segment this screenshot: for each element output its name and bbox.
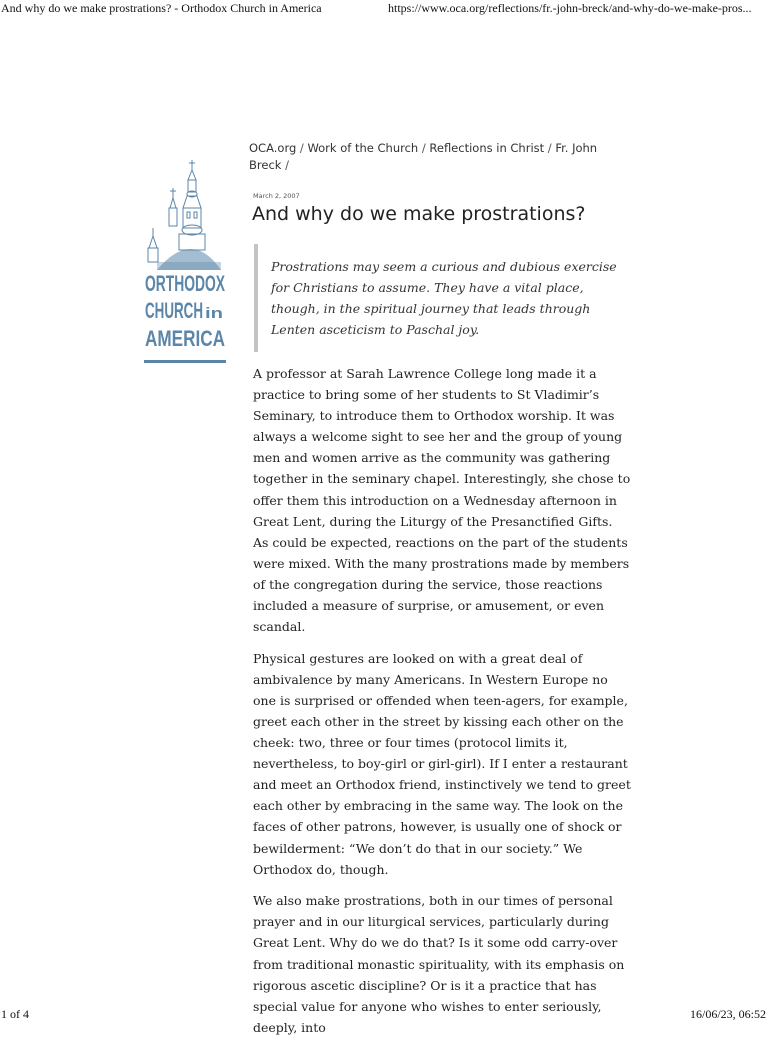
- print-header-url: https://www.oca.org/reflections/fr.-john-breck/and-why-do-we-make-pros...: [388, 1, 752, 15]
- breadcrumb-separator: /: [421, 141, 430, 155]
- logo-underline: [144, 360, 226, 363]
- breadcrumb: [249, 140, 619, 173]
- breadcrumb-separator: /: [299, 141, 308, 155]
- article-summary: Prostrations may seem a curious and dubious exercise for Christians to assume. They have a vital place, though, in the spiritual journey that leads through Lenten asceticism to Paschal joy.: [254, 244, 629, 352]
- breadcrumb-separator: /: [285, 157, 289, 172]
- print-page-number: 1 of 4: [1, 1007, 29, 1021]
- print-footer: [0, 1004, 768, 1024]
- article-paragraph: Physical gestures are looked on with a great deal of ambivalence by many Americans. In Western Europe no one is surprised or offended when teen-agers, for example, greet each other in the street by kissing each other on the cheek: two, three or four times (protocol limits it, nevertheless, to boy-girl or girl-girl). If I enter a restaurant and meet an Orthodox friend, instinctively we tend to greet each other by embracing in the same way. The look on the faces of other patrons, however, is usually one of shock or bewilderment: “We don’t do that in our society.” We Orthodox do, though.: [253, 650, 631, 877]
- print-datetime: 16/06/23, 06:52: [689, 1007, 766, 1021]
- logo-line-america: AMERICA: [145, 326, 226, 351]
- article-paragraph: We also make prostrations, both in our times of personal prayer and in our liturgical services, particularly during Great Lent. Why do we do that? Is it some odd carry-over from traditional monastic spirituality, with its emphasis on rigorous ascetic discipline? Or is it a practice that has special value for anyone who wishes to enter seriously, deeply, into: [253, 893, 625, 1035]
- breadcrumb-reflections-in-christ[interactable]: Reflections in Christ: [429, 141, 545, 155]
- oca-logo[interactable]: [143, 158, 227, 368]
- article-date: March 2, 2007: [253, 192, 300, 200]
- article-title: And why do we make prostrations?: [252, 203, 586, 225]
- breadcrumb-work-of-the-church[interactable]: Work of the Church: [307, 141, 419, 155]
- print-header: [0, 0, 768, 20]
- article-body: [253, 363, 631, 1048]
- print-header-title: And why do we make prostrations? - Orthodox Church in America: [1, 1, 322, 15]
- article-paragraph: A professor at Sarah Lawrence College long made it a practice to bring some of her students to St Vladimir’s Seminary, to introduce them to Orthodox worship. It was always a welcome sight to see her and the group of young men and women arrive as the community was gathering together in the seminary chapel. Interestingly, she chose to offer them this introduction on a Wednesday afternoon in Great Lent, during the Liturgy of the Presanctified Gifts. As could be expected, reactions on the part of the students were mixed. With the many prostrations made by members of the congregation during the service, those reactions included a measure of surprise, or amusement, or even scandal.: [253, 366, 631, 635]
- logo-line-church: CHURCH: [145, 298, 203, 323]
- breadcrumb-separator: /: [547, 141, 556, 155]
- logo-line-orthodox: ORTHODOX: [145, 271, 226, 296]
- breadcrumb-oca-org[interactable]: OCA.org: [249, 141, 297, 155]
- logo-line-in: in: [205, 305, 223, 322]
- breadcrumb-fr-john-breck[interactable]: Fr. John Breck: [249, 141, 598, 172]
